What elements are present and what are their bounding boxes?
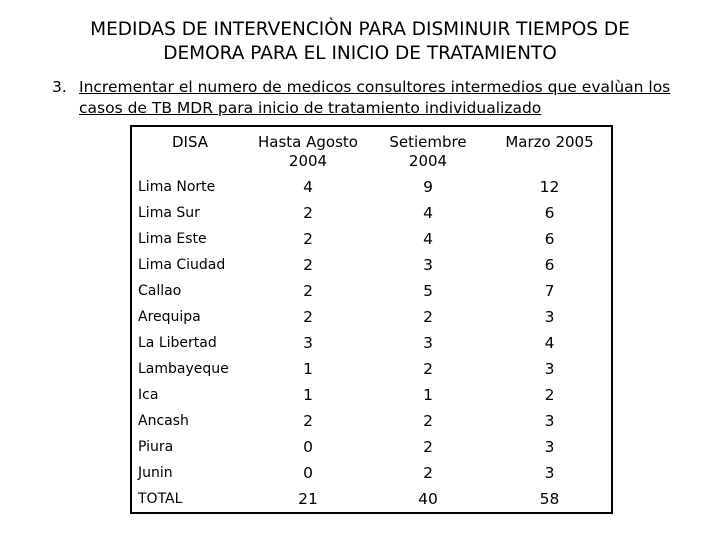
table-header — [131, 126, 612, 174]
row-disa-name: TOTAL — [131, 486, 248, 513]
cell-setiembre-2004: 4 — [423, 204, 433, 222]
cell-hasta-agosto-2004: 2 — [303, 256, 313, 274]
cell-marzo-2005: 3 — [488, 408, 612, 434]
title-line-2: DEMORA PARA EL INICIO DE TRATAMIENTO — [163, 43, 557, 64]
cell-setiembre-2004: 5 — [423, 282, 433, 300]
table-row — [131, 356, 612, 382]
row-disa-name: Arequipa — [131, 304, 248, 330]
cell-marzo-2005: 3 — [488, 304, 612, 330]
cell-setiembre-2004: 9 — [423, 178, 433, 196]
point-text-line-1: Incrementar el numero de medicos consultores intermedios que evalùan los — [79, 78, 671, 96]
cell-hasta-agosto-2004: 2 — [303, 412, 313, 430]
column-header-line: DISA — [171, 133, 209, 151]
cell-setiembre-2004: 2 — [423, 438, 433, 456]
column-header-line: 2004 — [408, 152, 448, 170]
row-disa-name: Lima Sur — [131, 200, 248, 226]
table-row-total — [131, 486, 612, 513]
table-row — [131, 382, 612, 408]
table-row — [131, 200, 612, 226]
cell-hasta-agosto-2004: 2 — [303, 204, 313, 222]
cell-marzo-2005: 7 — [488, 278, 612, 304]
cell-marzo-2005: 6 — [488, 226, 612, 252]
cell-marzo-2005: 58 — [488, 486, 612, 513]
point-text — [79, 77, 689, 119]
cell-marzo-2005: 3 — [488, 460, 612, 486]
cell-marzo-2005: 3 — [488, 434, 612, 460]
table-row — [131, 408, 612, 434]
table-row — [131, 226, 612, 252]
cell-hasta-agosto-2004: 2 — [303, 230, 313, 248]
column-header-line: Setiembre — [389, 133, 467, 151]
table-row — [131, 330, 612, 356]
table-row — [131, 460, 612, 486]
cell-hasta-agosto-2004: 1 — [303, 360, 313, 378]
cell-setiembre-2004: 3 — [423, 334, 433, 352]
row-disa-name: Junin — [131, 460, 248, 486]
table-body — [131, 174, 612, 513]
row-disa-name: Lima Ciudad — [131, 252, 248, 278]
cell-marzo-2005: 6 — [488, 252, 612, 278]
data-table — [130, 125, 613, 514]
title-line-1: MEDIDAS DE INTERVENCIÒN PARA DISMINUIR TIEMPOS DE — [90, 19, 630, 40]
column-header-line: Hasta Agosto — [258, 133, 358, 151]
cell-hasta-agosto-2004: 0 — [303, 438, 313, 456]
cell-marzo-2005: 2 — [488, 382, 612, 408]
row-disa-name: Ancash — [131, 408, 248, 434]
cell-hasta-agosto-2004: 1 — [303, 386, 313, 404]
cell-hasta-agosto-2004: 2 — [303, 282, 313, 300]
column-header-line: 2004 — [288, 152, 328, 170]
table-row — [131, 278, 612, 304]
cell-setiembre-2004: 3 — [423, 256, 433, 274]
cell-hasta-agosto-2004: 4 — [303, 178, 313, 196]
point-text-line-2: casos de TB MDR para inicio de tratamiento individualizado — [79, 99, 542, 117]
page-title — [60, 18, 660, 66]
table-row — [131, 304, 612, 330]
cell-marzo-2005: 3 — [488, 356, 612, 382]
column-header-line: Marzo 2005 — [505, 133, 594, 151]
row-disa-name: Lima Norte — [131, 174, 248, 200]
cell-hasta-agosto-2004: 21 — [248, 486, 368, 513]
cell-hasta-agosto-2004: 0 — [303, 464, 313, 482]
point-number: 3. — [52, 78, 67, 96]
column-header-setiembre-2004 — [368, 126, 488, 174]
cell-setiembre-2004: 2 — [423, 412, 433, 430]
row-disa-name: Lambayeque — [131, 356, 248, 382]
row-disa-name: Callao — [131, 278, 248, 304]
cell-setiembre-2004: 2 — [423, 308, 433, 326]
column-header-disa — [131, 126, 248, 174]
cell-hasta-agosto-2004: 3 — [303, 334, 313, 352]
header-row — [131, 126, 612, 174]
cell-setiembre-2004: 2 — [423, 360, 433, 378]
cell-setiembre-2004: 1 — [423, 386, 433, 404]
table-row — [131, 174, 612, 200]
row-disa-name: Ica — [131, 382, 248, 408]
cell-setiembre-2004: 40 — [368, 486, 488, 513]
cell-marzo-2005: 4 — [488, 330, 612, 356]
cell-setiembre-2004: 2 — [423, 464, 433, 482]
row-disa-name: Piura — [131, 434, 248, 460]
table-row — [131, 252, 612, 278]
column-header-marzo-2005 — [488, 126, 612, 174]
cell-marzo-2005: 6 — [488, 200, 612, 226]
cell-marzo-2005: 12 — [488, 174, 612, 200]
table-row — [131, 434, 612, 460]
row-disa-name: Lima Este — [131, 226, 248, 252]
cell-hasta-agosto-2004: 2 — [303, 308, 313, 326]
column-header-hasta-agosto-2004 — [248, 126, 368, 174]
row-disa-name: La Libertad — [131, 330, 248, 356]
cell-setiembre-2004: 4 — [423, 230, 433, 248]
